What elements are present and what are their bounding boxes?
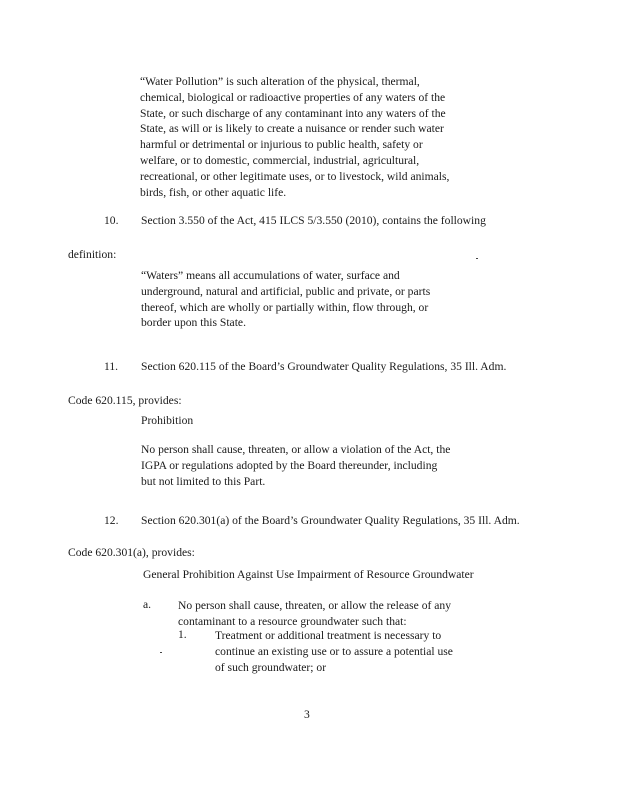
quote-line: but not limited to this Part. xyxy=(141,474,266,488)
paragraph-11-continuation: Code 620.115, provides: xyxy=(68,394,182,407)
item-1-text xyxy=(215,628,453,675)
item-a-text xyxy=(178,598,451,630)
quote-line: birds, fish, or other aquatic life. xyxy=(140,185,287,199)
prohibition-heading: Prohibition xyxy=(141,414,194,427)
item-a-label: a. xyxy=(143,598,152,611)
quote-line: recreational, or other legitimate uses, or to livestock, wild animals, xyxy=(140,169,450,183)
paragraph-number-11: 11. xyxy=(104,360,119,373)
quote-line: border upon this State. xyxy=(141,316,246,330)
paragraph-12-continuation: Code 620.301(a), provides: xyxy=(68,546,195,559)
water-pollution-definition xyxy=(140,74,449,200)
quote-line: “Water Pollution” is such alteration of the physical, thermal, xyxy=(140,75,420,88)
quote-line: underground, natural and artificial, public and private, or parts xyxy=(141,284,431,298)
paragraph-number-12: 12. xyxy=(104,514,119,527)
quote-line: State, or such discharge of any contaminant into any waters of the xyxy=(140,106,446,120)
quote-line: thereof, which are wholly or partially within, flow through, or xyxy=(141,300,429,314)
quote-line: State, as will or is likely to create a nuisance or render such water xyxy=(140,122,444,136)
quote-line: chemical, biological or radioactive properties of any waters of the xyxy=(140,90,446,104)
quote-line: IGPA or regulations adopted by the Board thereunder, including xyxy=(141,458,438,472)
quote-line: “Waters” means all accumulations of water, surface and xyxy=(141,269,400,282)
scan-speck xyxy=(160,652,162,653)
paragraph-11-text: Section 620.115 of the Board’s Groundwater Quality Regulations, 35 Ill. Adm. xyxy=(141,360,507,373)
quote-line: contaminant to a resource groundwater such that: xyxy=(178,614,407,628)
quote-line: of such groundwater; or xyxy=(215,660,327,674)
paragraph-10-continuation: definition: xyxy=(68,248,117,261)
item-1-label: 1. xyxy=(178,628,187,641)
page-number: 3 xyxy=(304,708,310,721)
quote-line: welfare, or to domestic, commercial, industrial, agricultural, xyxy=(140,153,420,167)
quote-line: No person shall cause, threaten, or allow a violation of the Act, the xyxy=(141,443,451,456)
prohibition-text xyxy=(141,442,450,489)
quote-line: continue an existing use or to assure a potential use xyxy=(215,644,453,658)
quote-line: harmful or detrimental or injurious to public health, safety or xyxy=(140,138,423,152)
quote-line: No person shall cause, threaten, or allow the release of any xyxy=(178,599,451,612)
general-prohibition-heading: General Prohibition Against Use Impairment of Resource Groundwater xyxy=(143,568,474,581)
waters-definition xyxy=(141,268,430,331)
scan-speck xyxy=(476,258,478,259)
paragraph-number-10: 10. xyxy=(104,214,119,227)
quote-line: Treatment or additional treatment is necessary to xyxy=(215,629,442,642)
paragraph-10-text: Section 3.550 of the Act, 415 ILCS 5/3.550 (2010), contains the following xyxy=(141,214,486,227)
paragraph-12-text: Section 620.301(a) of the Board’s Groundwater Quality Regulations, 35 Ill. Adm. xyxy=(141,514,520,527)
